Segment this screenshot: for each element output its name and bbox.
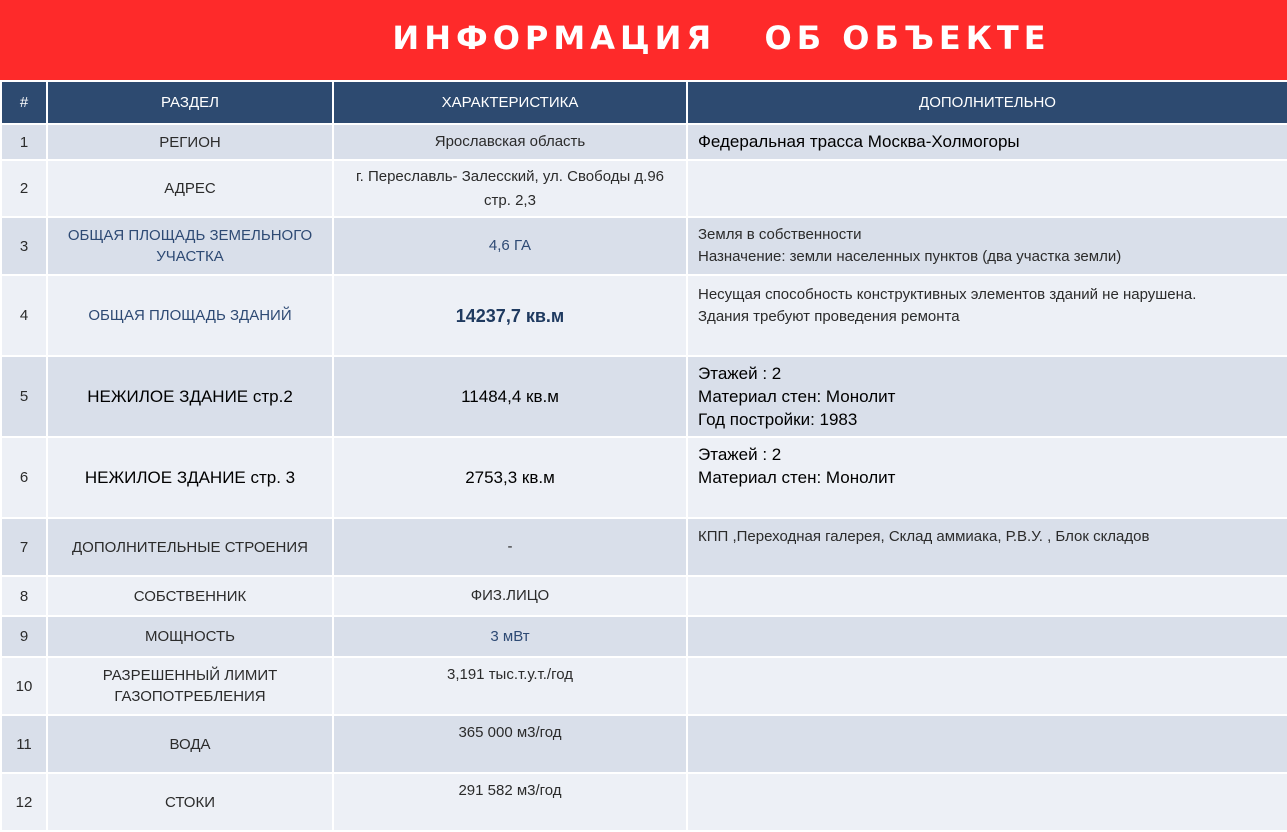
row-value: 14237,7 кв.м xyxy=(333,275,687,356)
row-number: 4 xyxy=(1,275,47,356)
row-number: 2 xyxy=(1,160,47,217)
row-section: ВОДА xyxy=(47,715,333,773)
table-row xyxy=(1,576,1287,616)
row-number: 3 xyxy=(1,217,47,275)
row-extra xyxy=(687,576,1287,616)
row-value: - xyxy=(333,518,687,576)
row-value: г. Переславль- Залесский, ул. Свободы д.96 стр. 2,3 xyxy=(333,160,687,217)
row-number: 5 xyxy=(1,356,47,437)
row-extra: Этажей : 2 Материал стен: Монолит Год постройки: 1983 xyxy=(687,356,1287,437)
row-value: 4,6 ГА xyxy=(333,217,687,275)
col-header-characteristic: ХАРАКТЕРИСТИКА xyxy=(333,81,687,124)
table-row xyxy=(1,217,1287,275)
row-section: РЕГИОН xyxy=(47,124,333,160)
row-section: НЕЖИЛОЕ ЗДАНИЕ стр.2 xyxy=(47,356,333,437)
row-value: 365 000 м3/год xyxy=(333,715,687,773)
object-info-table xyxy=(0,80,1287,832)
table-row xyxy=(1,356,1287,437)
row-section: НЕЖИЛОЕ ЗДАНИЕ стр. 3 xyxy=(47,437,333,518)
row-extra xyxy=(687,616,1287,657)
row-extra xyxy=(687,657,1287,715)
row-section: ОБЩАЯ ПЛОЩАДЬ ЗДАНИЙ xyxy=(47,275,333,356)
row-extra xyxy=(687,773,1287,831)
row-value: 11484,4 кв.м xyxy=(333,356,687,437)
row-section: ДОПОЛНИТЕЛЬНЫЕ СТРОЕНИЯ xyxy=(47,518,333,576)
table-row xyxy=(1,773,1287,831)
row-extra: Земля в собственности Назначение: земли населенных пунктов (два участка земли) xyxy=(687,217,1287,275)
row-section: СТОКИ xyxy=(47,773,333,831)
row-value: ФИЗ.ЛИЦО xyxy=(333,576,687,616)
row-value: 2753,3 кв.м xyxy=(333,437,687,518)
table-row xyxy=(1,124,1287,160)
row-value: 3 мВт xyxy=(333,616,687,657)
row-number: 1 xyxy=(1,124,47,160)
row-value: 3,191 тыс.т.у.т./год xyxy=(333,657,687,715)
row-number: 8 xyxy=(1,576,47,616)
row-section: АДРЕС xyxy=(47,160,333,217)
table-row xyxy=(1,275,1287,356)
row-extra xyxy=(687,715,1287,773)
table-row xyxy=(1,715,1287,773)
table-header xyxy=(1,81,1287,124)
row-number: 11 xyxy=(1,715,47,773)
col-header-number: # xyxy=(1,81,47,124)
col-header-section: РАЗДЕЛ xyxy=(47,81,333,124)
table-row xyxy=(1,437,1287,518)
title-banner xyxy=(0,0,1287,80)
row-number: 9 xyxy=(1,616,47,657)
row-number: 10 xyxy=(1,657,47,715)
row-extra: Этажей : 2 Материал стен: Монолит xyxy=(687,437,1287,518)
row-section: СОБСТВЕННИК xyxy=(47,576,333,616)
table-row xyxy=(1,518,1287,576)
row-number: 7 xyxy=(1,518,47,576)
page-title: ИНФОРМАЦИЯ ОБ ОБЪЕКТЕ xyxy=(392,19,1051,57)
table-row xyxy=(1,657,1287,715)
row-extra xyxy=(687,160,1287,217)
row-section: МОЩНОСТЬ xyxy=(47,616,333,657)
row-extra: КПП ,Переходная галерея, Склад аммиака, Р.В.У. , Блок складов xyxy=(687,518,1287,576)
table-row xyxy=(1,616,1287,657)
row-extra: Несущая способность конструктивных элементов зданий не нарушена. Здания требуют проведения ремонта xyxy=(687,275,1287,356)
row-extra: Федеральная трасса Москва-Холмогоры xyxy=(687,124,1287,160)
row-section: ОБЩАЯ ПЛОЩАДЬ ЗЕМЕЛЬНОГО УЧАСТКА xyxy=(47,217,333,275)
row-number: 6 xyxy=(1,437,47,518)
row-value: 291 582 м3/год xyxy=(333,773,687,831)
table-row xyxy=(1,160,1287,217)
row-section: РАЗРЕШЕННЫЙ ЛИМИТ ГАЗОПОТРЕБЛЕНИЯ xyxy=(47,657,333,715)
row-number: 12 xyxy=(1,773,47,831)
col-header-additional: ДОПОЛНИТЕЛЬНО xyxy=(687,81,1287,124)
row-value: Ярославская область xyxy=(333,124,687,160)
